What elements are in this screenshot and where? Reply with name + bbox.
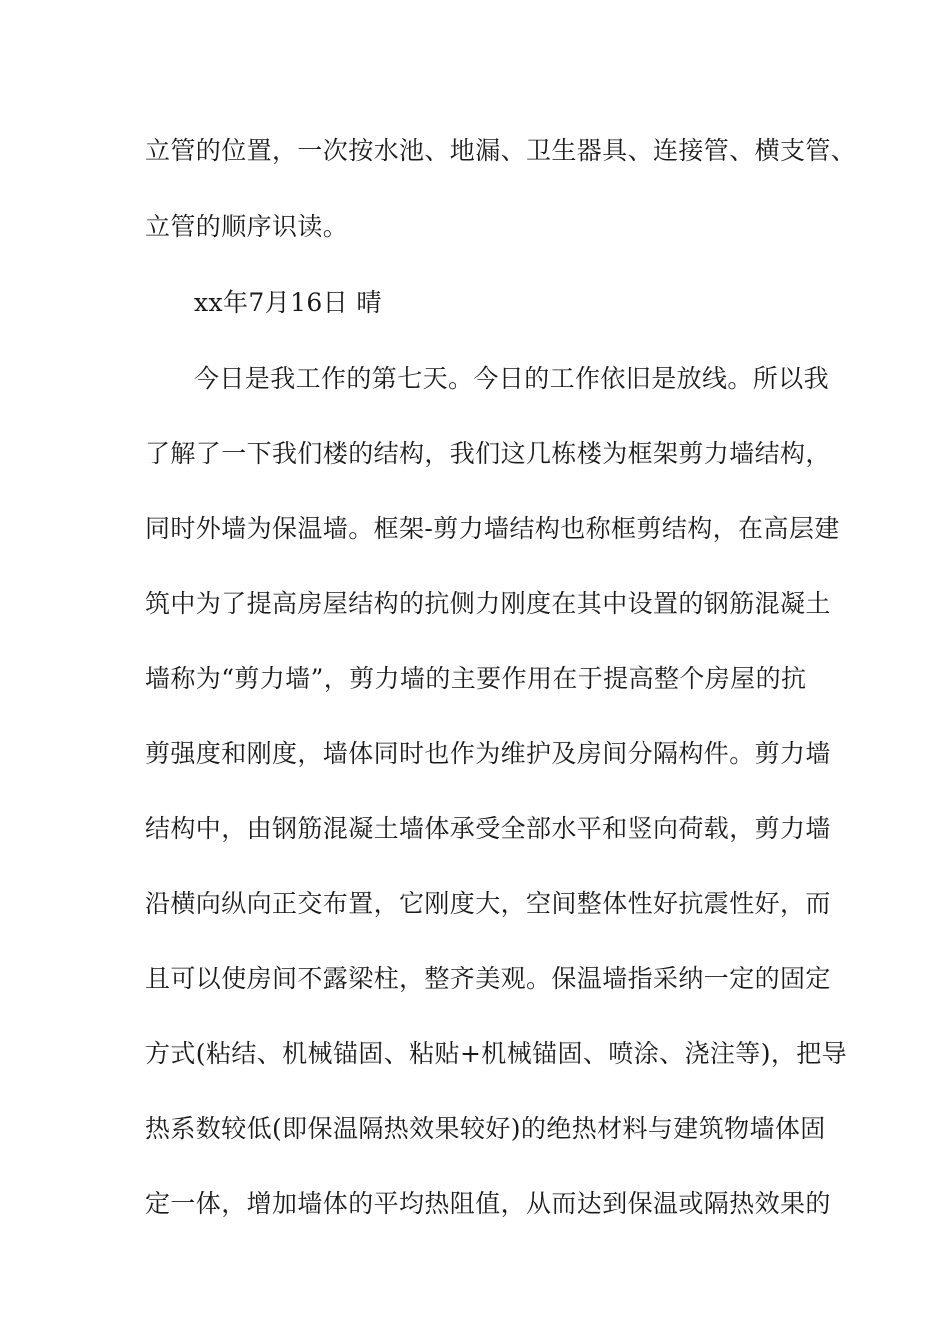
paragraph-line: 且可以使房间不露梁柱，整齐美观。保温墙指采纳一定的固定 — [145, 964, 831, 993]
paragraph-line: 沿横向纵向正交布置，它刚度大，空间整体性好抗震性好，而 — [145, 889, 831, 918]
paragraph-line: 立管的位置，一次按水池、地漏、卫生器具、连接管、横支管、 — [145, 136, 857, 165]
paragraph-line: 同时外墙为保温墙。框架-剪力墙结构也称框剪结构，在高层建 — [145, 514, 840, 543]
paragraph-line: 结构中，由钢筋混凝土墙体承受全部水平和竖向荷载，剪力墙 — [145, 814, 831, 843]
date-heading: xx年7月16日 晴 — [194, 288, 382, 317]
paragraph-line: 墙称为“剪力墙”，剪力墙的主要作用在于提高整个房屋的抗 — [145, 664, 807, 693]
paragraph-line: 热系数较低(即保温隔热效果较好)的绝热材料与建筑物墙体固 — [145, 1114, 826, 1143]
paragraph-line: 立管的顺序识读。 — [145, 212, 349, 241]
paragraph-line: 定一体，增加墙体的平均热阻值，从而达到保温或隔热效果的 — [145, 1189, 831, 1218]
paragraph-line: 今日是我工作的第七天。今日的工作依旧是放线。所以我 — [194, 364, 830, 393]
paragraph-line: 筑中为了提高房屋结构的抗侧力刚度在其中设置的钢筋混凝土 — [145, 589, 831, 618]
paragraph-line: 方式(粘结、机械锚固、粘贴+机械锚固、喷涂、浇注等)，把导 — [145, 1039, 848, 1068]
paragraph-line: 了解了一下我们楼的结构，我们这几栋楼为框架剪力墙结构， — [145, 439, 831, 468]
paragraph-line: 剪强度和刚度，墙体同时也作为维护及房间分隔构件。剪力墙 — [145, 739, 831, 768]
